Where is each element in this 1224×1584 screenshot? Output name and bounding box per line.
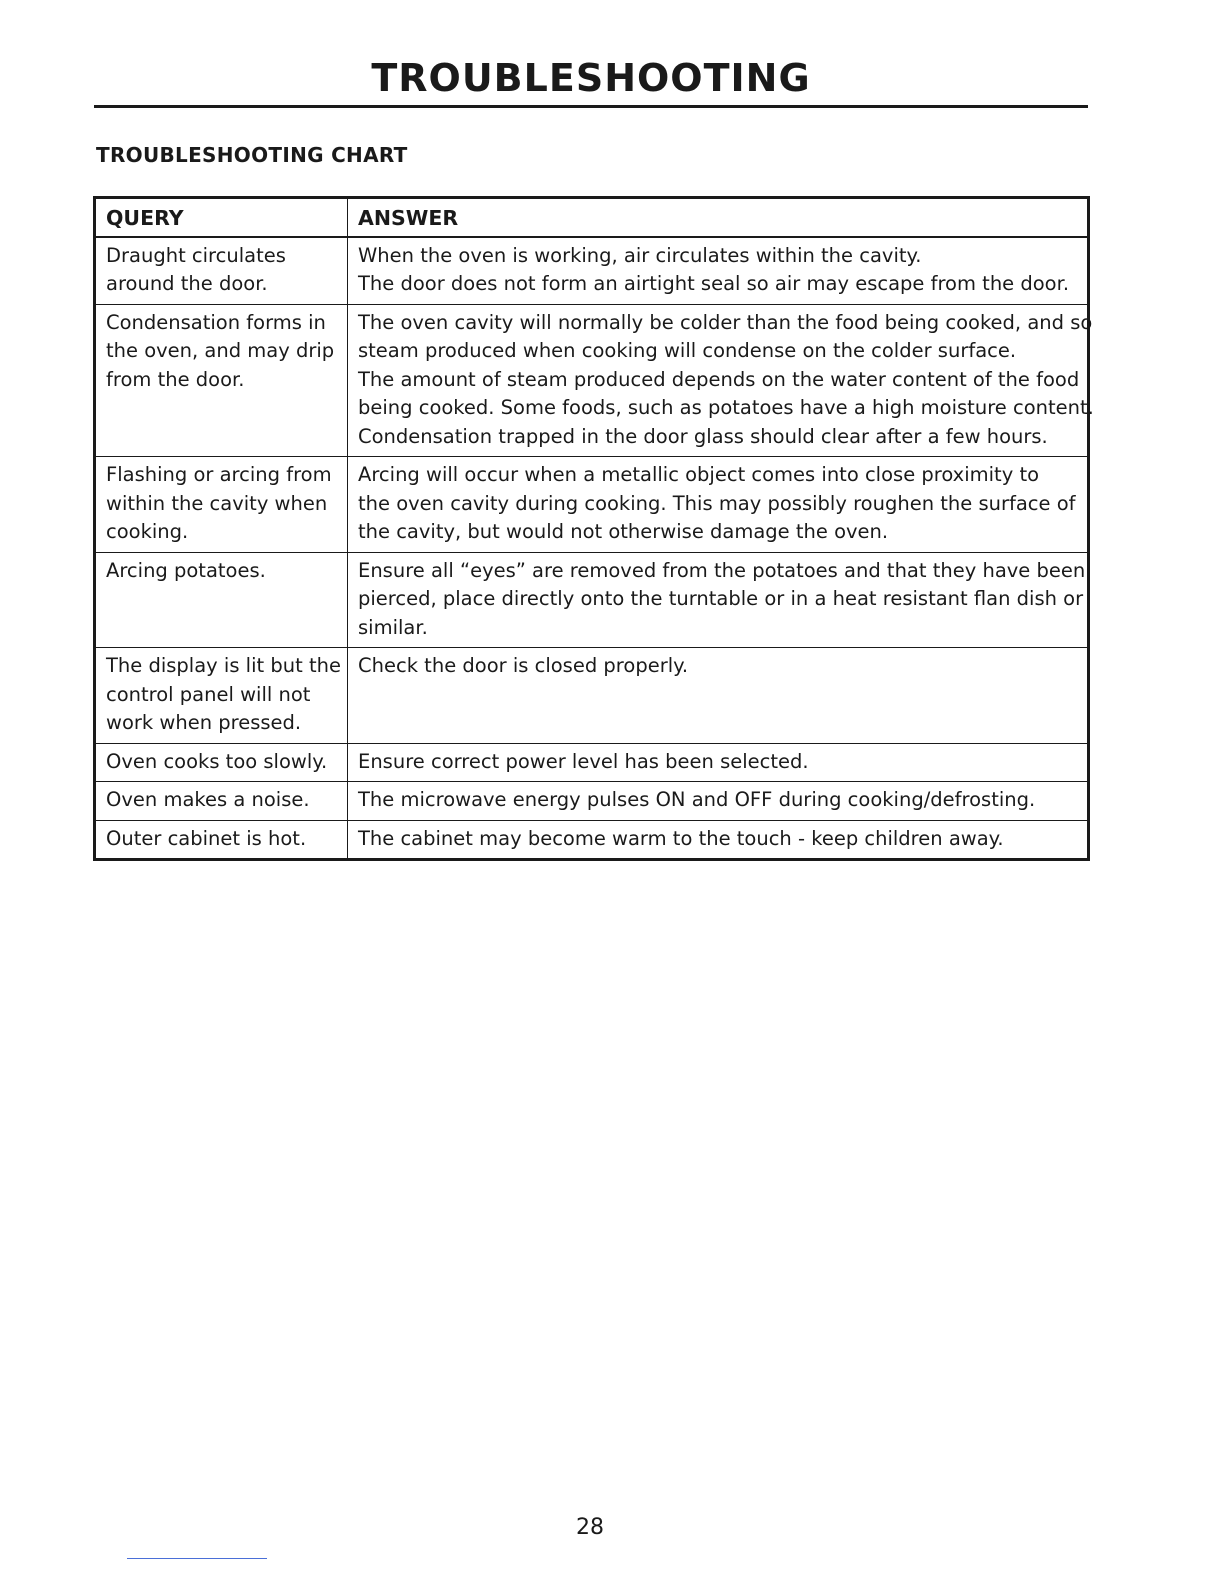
query-cell — [95, 304, 348, 457]
table-row — [95, 237, 1089, 305]
answer-line: Ensure all “eyes” are removed from the potatoes and that they have been — [358, 558, 1086, 582]
answer-cell — [348, 782, 1089, 821]
query-line: Oven makes a noise. — [106, 788, 310, 811]
answer-line: steam produced when cooking will condense on the colder surface. — [358, 339, 1017, 362]
query-cell — [95, 782, 348, 821]
answer-line: The microwave energy pulses ON and OFF during cooking/defrosting. — [358, 788, 1036, 811]
query-line: within the cavity when — [106, 491, 328, 515]
query-line: from the door. — [106, 367, 245, 391]
query-line: Condensation forms in — [106, 310, 326, 334]
query-line: around the door. — [106, 272, 268, 295]
table-row — [95, 304, 1089, 457]
answer-line: the oven cavity during cooking. This may possibly roughen the surface of — [358, 491, 1076, 515]
answer-line: Condensation trapped in the door glass should clear after a few hours. — [358, 424, 1048, 448]
answer-line: Arcing will occur when a metallic object comes into close proximity to — [358, 463, 1040, 486]
query-cell — [95, 743, 348, 782]
page-title: TROUBLESHOOTING — [371, 56, 811, 100]
query-cell — [95, 237, 348, 305]
title-divider — [94, 105, 1088, 108]
answer-cell — [348, 304, 1094, 457]
answer-cell — [348, 457, 1089, 553]
answer-line: Ensure correct power level has been selected. — [358, 749, 809, 773]
page-number: 28 — [576, 1515, 604, 1540]
query-line: Flashing or arcing from — [106, 463, 332, 486]
table-row — [95, 743, 1089, 782]
query-line: Draught circulates — [106, 243, 286, 267]
answer-line: When the oven is working, air circulates within the cavity. — [358, 243, 922, 267]
answer-line: The door does not form an airtight seal so air may escape from the door. — [358, 272, 1070, 295]
table-row — [95, 648, 1089, 744]
query-line: Outer cabinet is hot. — [106, 826, 307, 850]
query-line: Oven cooks too slowly. — [106, 749, 328, 773]
query-line: Arcing potatoes. — [106, 558, 266, 582]
answer-line: the cavity, but would not otherwise damage the oven. — [358, 520, 889, 543]
answer-line: Check the door is closed properly. — [358, 654, 689, 677]
answer-line: pierced, place directly onto the turntable or in a heat resistant flan dish or — [358, 587, 1084, 610]
query-line: control panel will not — [106, 682, 311, 706]
query-line: the oven, and may drip — [106, 339, 335, 362]
table-header-row — [95, 198, 1089, 237]
query-cell — [95, 820, 348, 860]
query-line: work when pressed. — [106, 711, 302, 734]
query-cell — [95, 648, 348, 744]
footer-underline — [127, 1558, 267, 1559]
query-cell — [95, 552, 348, 648]
answer-cell — [348, 237, 1089, 305]
query-line: The display is lit but the — [106, 654, 341, 677]
table-row — [95, 782, 1089, 821]
answer-line: being cooked. Some foods, such as potatoes have a high moisture content. — [358, 396, 1094, 419]
answer-line: similar. — [358, 615, 428, 639]
answer-line: The oven cavity will normally be colder than the food being cooked, and so — [358, 310, 1093, 334]
answer-line: The amount of steam produced depends on the water content of the food — [358, 367, 1080, 391]
answer-cell — [348, 820, 1089, 860]
answer-cell — [348, 648, 1089, 744]
query-line: cooking. — [106, 520, 189, 543]
table-row — [95, 820, 1089, 860]
answer-line: The cabinet may become warm to the touch - keep children away. — [358, 826, 1004, 850]
query-cell — [95, 457, 348, 553]
answer-cell — [348, 552, 1089, 648]
answer-column-header: ANSWER — [348, 198, 1089, 237]
query-column-header: QUERY — [95, 198, 348, 237]
troubleshooting-table — [93, 196, 1094, 861]
table-row — [95, 552, 1089, 648]
answer-cell — [348, 743, 1089, 782]
section-heading: TROUBLESHOOTING CHART — [96, 143, 408, 167]
table-row — [95, 457, 1089, 553]
